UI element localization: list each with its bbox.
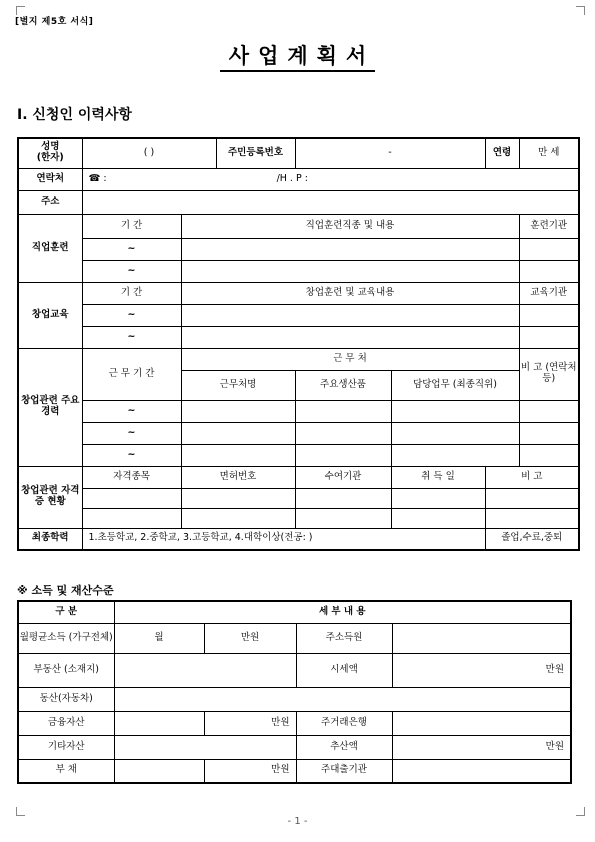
income-cell[interactable] bbox=[114, 735, 296, 759]
edu-period-cell[interactable]: ~ bbox=[82, 304, 181, 326]
income-cell: 주거래은행 bbox=[296, 711, 392, 735]
workplace-name-header: 근무처명 bbox=[181, 370, 295, 400]
main-product-cell[interactable] bbox=[295, 400, 391, 422]
license-note-cell[interactable] bbox=[485, 508, 579, 528]
edu-content-cell[interactable] bbox=[181, 304, 519, 326]
license-label: 창업관련 자격증 현황 bbox=[18, 466, 82, 528]
workplace-name-cell[interactable] bbox=[181, 444, 295, 466]
duty-header: 담당업무 (최종직위) bbox=[391, 370, 519, 400]
income-cell[interactable] bbox=[114, 653, 296, 687]
income-cell: 주소득원 bbox=[296, 623, 392, 653]
career-period-cell[interactable]: ~ bbox=[82, 422, 181, 444]
issuer-cell[interactable] bbox=[295, 508, 391, 528]
license-number-header: 면허번호 bbox=[181, 466, 295, 488]
career-note-cell[interactable] bbox=[519, 400, 579, 422]
contact-label: 연락처 bbox=[18, 168, 82, 190]
income-cell[interactable]: 만원 bbox=[392, 653, 571, 687]
category-header: 구 분 bbox=[18, 601, 114, 623]
edu-content-header: 창업훈련 및 교육내용 bbox=[181, 282, 519, 304]
corner-mark bbox=[576, 807, 585, 816]
income-cell[interactable]: 만원 bbox=[204, 623, 296, 653]
career-note-header: 비 고 (연락처 등) bbox=[519, 348, 579, 400]
income-row-label: 동산(자동차) bbox=[18, 687, 114, 711]
career-period-cell[interactable]: ~ bbox=[82, 400, 181, 422]
acquired-date-header: 취 득 일 bbox=[391, 466, 485, 488]
income-row-label: 기타자산 bbox=[18, 735, 114, 759]
education-label: 최종학력 bbox=[18, 528, 82, 550]
career-period-header: 근 무 기 간 bbox=[82, 348, 181, 400]
license-type-cell[interactable] bbox=[82, 508, 181, 528]
form-tag: [별지 제5호 서식] bbox=[15, 17, 94, 27]
license-note-cell[interactable] bbox=[485, 488, 579, 508]
edu-period-header: 기 간 bbox=[82, 282, 181, 304]
corner-mark bbox=[16, 807, 25, 816]
main-product-cell[interactable] bbox=[295, 444, 391, 466]
main-product-cell[interactable] bbox=[295, 422, 391, 444]
license-type-header: 자격종목 bbox=[82, 466, 181, 488]
page-number: - 1 - bbox=[287, 816, 308, 827]
training-period-cell[interactable]: ~ bbox=[82, 260, 181, 282]
age-label: 연령 bbox=[485, 138, 519, 168]
training-label: 직업훈련 bbox=[18, 214, 82, 282]
license-note-header: 비 고 bbox=[485, 466, 579, 488]
income-cell: 주대출기관 bbox=[296, 759, 392, 783]
career-label: 창업관련 주요경력 bbox=[18, 348, 82, 466]
duty-cell[interactable] bbox=[391, 444, 519, 466]
applicant-history-table bbox=[17, 137, 580, 551]
acquired-date-cell[interactable] bbox=[391, 508, 485, 528]
edu-institution-cell[interactable] bbox=[519, 326, 579, 348]
training-institution-cell[interactable] bbox=[519, 260, 579, 282]
career-period-cell[interactable]: ~ bbox=[82, 444, 181, 466]
graduation-status[interactable]: 졸업,수료,중퇴 bbox=[485, 528, 579, 550]
issuer-header: 수여기관 bbox=[295, 466, 391, 488]
income-row-label: 부동산 (소재지) bbox=[18, 653, 114, 687]
edu-institution-header: 교육기관 bbox=[519, 282, 579, 304]
income-cell[interactable]: 만원 bbox=[392, 735, 571, 759]
id-number-field[interactable]: - bbox=[295, 138, 485, 168]
duty-cell[interactable] bbox=[391, 422, 519, 444]
contact-field[interactable]: ☎ : /H . P : bbox=[82, 168, 579, 190]
age-field[interactable]: 만 세 bbox=[519, 138, 579, 168]
training-period-cell[interactable]: ~ bbox=[82, 238, 181, 260]
income-cell[interactable]: 만원 bbox=[204, 759, 296, 783]
license-number-cell[interactable] bbox=[181, 488, 295, 508]
income-cell[interactable] bbox=[114, 711, 204, 735]
main-product-header: 주요생산품 bbox=[295, 370, 391, 400]
workplace-group-header: 근 무 처 bbox=[181, 348, 519, 370]
workplace-name-cell[interactable] bbox=[181, 422, 295, 444]
income-row-label: 월평균소득 (가구전체) bbox=[18, 623, 114, 653]
duty-cell[interactable] bbox=[391, 400, 519, 422]
startup-edu-label: 창업교육 bbox=[18, 282, 82, 348]
corner-mark bbox=[576, 6, 585, 15]
income-assets-table bbox=[17, 600, 572, 784]
address-field[interactable] bbox=[82, 190, 579, 214]
acquired-date-cell[interactable] bbox=[391, 488, 485, 508]
phone-icon: ☎ : bbox=[88, 172, 107, 184]
address-label: 주소 bbox=[18, 190, 82, 214]
document-title: 사업계획서 bbox=[0, 40, 595, 70]
edu-institution-cell[interactable] bbox=[519, 304, 579, 326]
education-field[interactable]: 1.초등학교, 2.중학교, 3.고등학교, 4.대학이상(전공: ) bbox=[82, 528, 485, 550]
training-period-header: 기 간 bbox=[82, 214, 181, 238]
name-field[interactable]: ( ) bbox=[82, 138, 216, 168]
training-content-header: 직업훈련직종 및 내용 bbox=[181, 214, 519, 238]
license-number-cell[interactable] bbox=[181, 508, 295, 528]
income-section-title: ※ 소득 및 재산수준 bbox=[17, 584, 114, 597]
income-row-label: 부 채 bbox=[18, 759, 114, 783]
name-label: 성명 (한자) bbox=[18, 138, 82, 168]
training-content-cell[interactable] bbox=[181, 238, 519, 260]
income-cell[interactable] bbox=[392, 759, 571, 783]
career-note-cell[interactable] bbox=[519, 422, 579, 444]
workplace-name-cell[interactable] bbox=[181, 400, 295, 422]
income-row-label: 금융자산 bbox=[18, 711, 114, 735]
section-title: Ⅰ. 신청인 이력사항 bbox=[17, 107, 132, 123]
income-cell[interactable] bbox=[392, 623, 571, 653]
issuer-cell[interactable] bbox=[295, 488, 391, 508]
details-header: 세 부 내 용 bbox=[114, 601, 571, 623]
license-type-cell[interactable] bbox=[82, 488, 181, 508]
training-institution-cell[interactable] bbox=[519, 238, 579, 260]
income-cell: 추산액 bbox=[296, 735, 392, 759]
income-cell[interactable] bbox=[114, 687, 571, 711]
edu-period-cell[interactable]: ~ bbox=[82, 326, 181, 348]
id-number-label: 주민등록번호 bbox=[216, 138, 295, 168]
income-cell[interactable]: 만원 bbox=[204, 711, 296, 735]
training-content-cell[interactable] bbox=[181, 260, 519, 282]
income-cell[interactable] bbox=[392, 711, 571, 735]
career-note-cell[interactable] bbox=[519, 444, 579, 466]
income-cell: 시세액 bbox=[296, 653, 392, 687]
income-cell[interactable]: 월 bbox=[114, 623, 204, 653]
training-institution-header: 훈련기관 bbox=[519, 214, 579, 238]
income-cell[interactable] bbox=[114, 759, 204, 783]
edu-content-cell[interactable] bbox=[181, 326, 519, 348]
